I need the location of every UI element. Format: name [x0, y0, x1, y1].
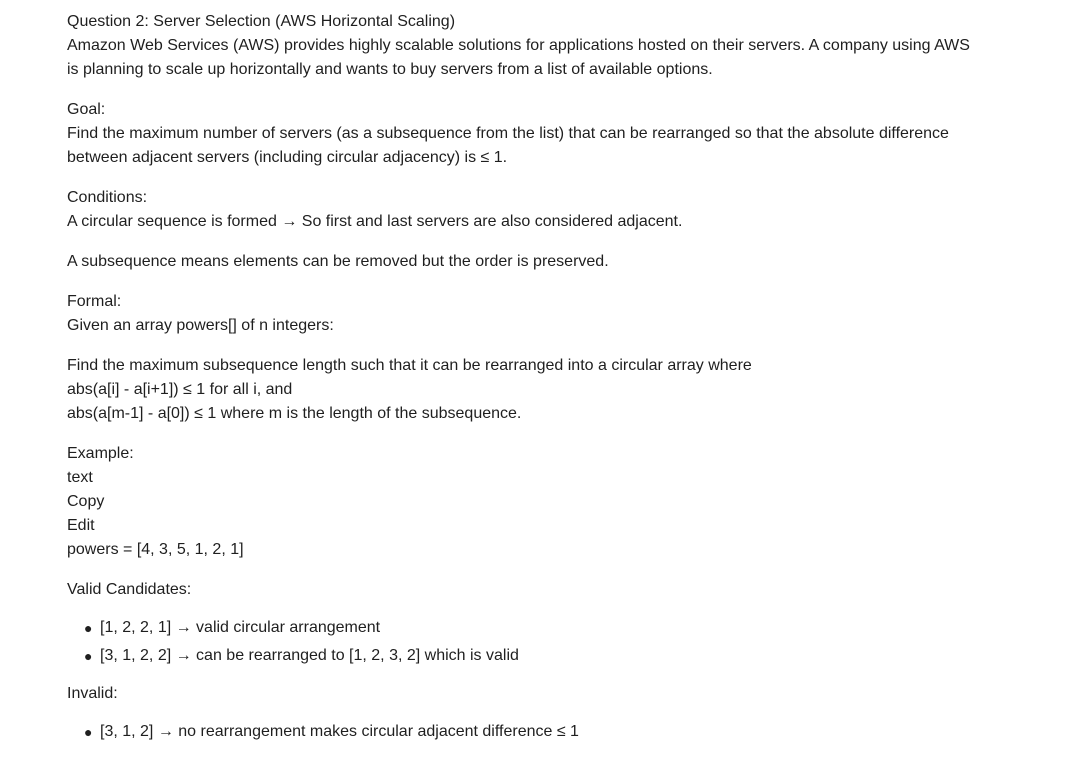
conditions-line-1: A circular sequence is formed → So first and last servers are also considered adjacent. — [67, 213, 683, 230]
question-title: Question 2: Server Selection (AWS Horizontal Scaling) — [67, 13, 456, 30]
code-language-label: text — [67, 469, 93, 486]
edit-button[interactable]: Edit — [67, 517, 95, 534]
list-item — [67, 614, 1007, 642]
valid-item-text: [3, 1, 2, 2] → can be rearranged to [1, 2, 3, 2] which is valid — [100, 647, 519, 664]
invalid-heading: Invalid: — [67, 685, 118, 702]
copy-button[interactable]: Copy — [67, 493, 105, 510]
formal-statement-3: abs(a[m-1] - a[0]) ≤ 1 where m is the length of the subsequence. — [67, 405, 522, 422]
invalid-item-text: [3, 1, 2] → no rearrangement makes circular adjacent difference ≤ 1 — [100, 723, 579, 740]
bullet-icon: ● — [84, 620, 93, 636]
example-heading: Example: — [67, 445, 134, 462]
formal-heading: Formal: — [67, 293, 122, 310]
formal-statement-1: Find the maximum subsequence length such that it can be rearranged into a circular array where — [67, 357, 752, 374]
list-item — [67, 642, 1007, 670]
intro-line-2: is planning to scale up horizontally and wants to buy servers from a list of available options. — [67, 61, 713, 78]
formal-line-1: Given an array powers[] of n integers: — [67, 317, 334, 334]
goal-heading: Goal: — [67, 101, 106, 118]
conditions-heading: Conditions: — [67, 189, 148, 206]
valid-heading: Valid Candidates: — [67, 581, 192, 598]
example-code: powers = [4, 3, 5, 1, 2, 1] — [67, 541, 244, 558]
intro-line-1: Amazon Web Services (AWS) provides highly scalable solutions for applications hosted on their servers. A company using AWS — [67, 37, 970, 54]
invalid-list — [67, 718, 1007, 746]
list-item — [67, 718, 1007, 746]
conditions-line-2: A subsequence means elements can be removed but the order is preserved. — [67, 253, 609, 270]
goal-line-2: between adjacent servers (including circular adjacency) is ≤ 1. — [67, 149, 508, 166]
bullet-icon: ● — [84, 648, 93, 664]
valid-list — [67, 614, 1007, 670]
goal-line-1: Find the maximum number of servers (as a subsequence from the list) that can be rearranged so that the absolute difference — [67, 125, 949, 142]
formal-statement-2: abs(a[i] - a[i+1]) ≤ 1 for all i, and — [67, 381, 293, 398]
bullet-icon: ● — [84, 724, 93, 740]
valid-item-text: [1, 2, 2, 1] → valid circular arrangement — [100, 619, 381, 636]
document-content — [67, 10, 1007, 746]
